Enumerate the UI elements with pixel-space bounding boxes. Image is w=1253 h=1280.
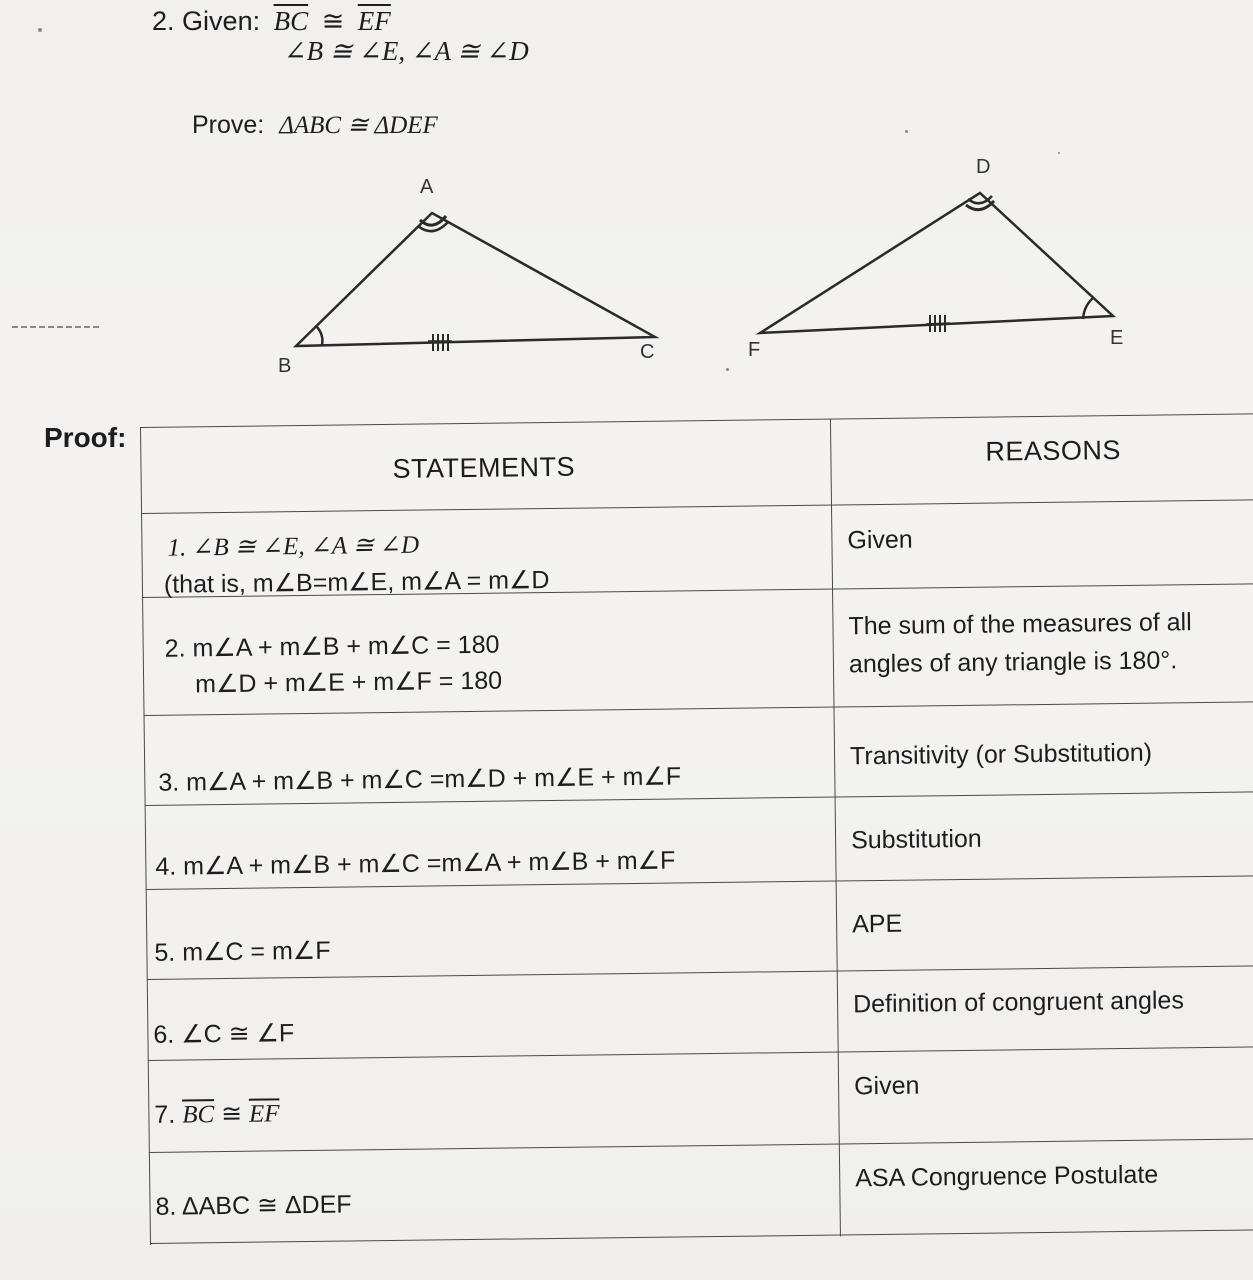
table-rule <box>148 1046 1253 1061</box>
proof-table <box>140 413 1253 1245</box>
given-angles: ∠B ≅ ∠E, ∠A ≅ ∠D <box>284 36 529 66</box>
statement-1-line2: (that is, m∠B=m∠E, m∠A = m∠D <box>163 566 550 599</box>
noise-speck <box>726 368 729 371</box>
vertex-label-b: B <box>278 355 292 377</box>
statement-6: 6. ∠C ≅ ∠F <box>153 1019 295 1049</box>
given-segment-ef: $\overline{EF}$ <box>357 6 391 36</box>
vertex-label-a: A <box>420 176 434 198</box>
table-left-border <box>140 427 151 1245</box>
statement-2-line2: m∠D + m∠E + m∠F = 180 <box>194 666 503 699</box>
triangle-abc <box>278 176 655 377</box>
table-rule <box>150 1229 1253 1244</box>
vertex-label-d: D <box>976 156 991 178</box>
header-statements: STATEMENTS <box>392 451 576 484</box>
noise-speck <box>1058 152 1060 154</box>
statement-1: 1. ∠B ≅ ∠E, ∠A ≅ ∠D <box>167 531 420 562</box>
reason-2: The sum of the measures of all <box>848 608 1192 641</box>
given-congruent-symbol: ≅ <box>321 6 345 36</box>
statement-3: 3. m∠A + m∠B + m∠C =m∠D + m∠E + m∠F <box>158 762 682 797</box>
prove-label: Prove: <box>192 111 265 139</box>
statement-4: 4. m∠A + m∠B + m∠C =m∠A + m∠B + m∠F <box>155 846 676 881</box>
reason-4: Substitution <box>850 824 982 855</box>
statement-5: 5. m∠C = m∠F <box>154 936 331 967</box>
reason-1: Given <box>847 525 913 555</box>
reason-2-line2: angles of any triangle is 180°. <box>848 646 1178 679</box>
reason-6: Definition of congruent angles <box>852 986 1185 1019</box>
prove-statement: ΔABC ≅ ΔDEF <box>279 112 438 139</box>
statement-7 <box>154 1095 280 1134</box>
column-divider <box>830 419 841 1237</box>
reason-8: ASA Congruence Postulate <box>855 1160 1159 1193</box>
noise-speck <box>905 130 908 133</box>
reason-3: Transitivity (or Substitution) <box>849 738 1153 771</box>
table-rule <box>149 1138 1253 1153</box>
proof-label: Proof: <box>44 422 127 453</box>
statement-8: 8. ΔABC ≅ ΔDEF <box>155 1190 352 1221</box>
noise-speck <box>38 28 42 32</box>
triangle-def <box>748 156 1123 361</box>
vertex-label-c: C <box>640 341 655 363</box>
table-rule <box>141 499 1253 514</box>
statement-7-congruent: ≅ <box>220 1099 243 1129</box>
table-rule <box>144 701 1253 716</box>
statement-7-number: 7. <box>154 1100 176 1129</box>
statement-2: 2. m∠A + m∠B + m∠C = 180 <box>164 630 500 663</box>
problem-number: 2. <box>152 6 175 36</box>
statement-7-segment-ef: $\overline{EF}$ <box>248 1100 280 1128</box>
statement-7-segment-bc: $\overline{BC}$ <box>182 1101 215 1129</box>
reason-5: APE <box>851 909 903 939</box>
vertex-label-e: E <box>1110 327 1124 349</box>
vertex-label-f: F <box>748 339 761 361</box>
reason-7: Given <box>853 1071 920 1101</box>
header-reasons: REASONS <box>985 435 1122 467</box>
given-segment-bc: $\overline{BC}$ <box>273 6 309 36</box>
triangles-diagram <box>0 0 1253 420</box>
given-label: Given: <box>182 6 261 36</box>
